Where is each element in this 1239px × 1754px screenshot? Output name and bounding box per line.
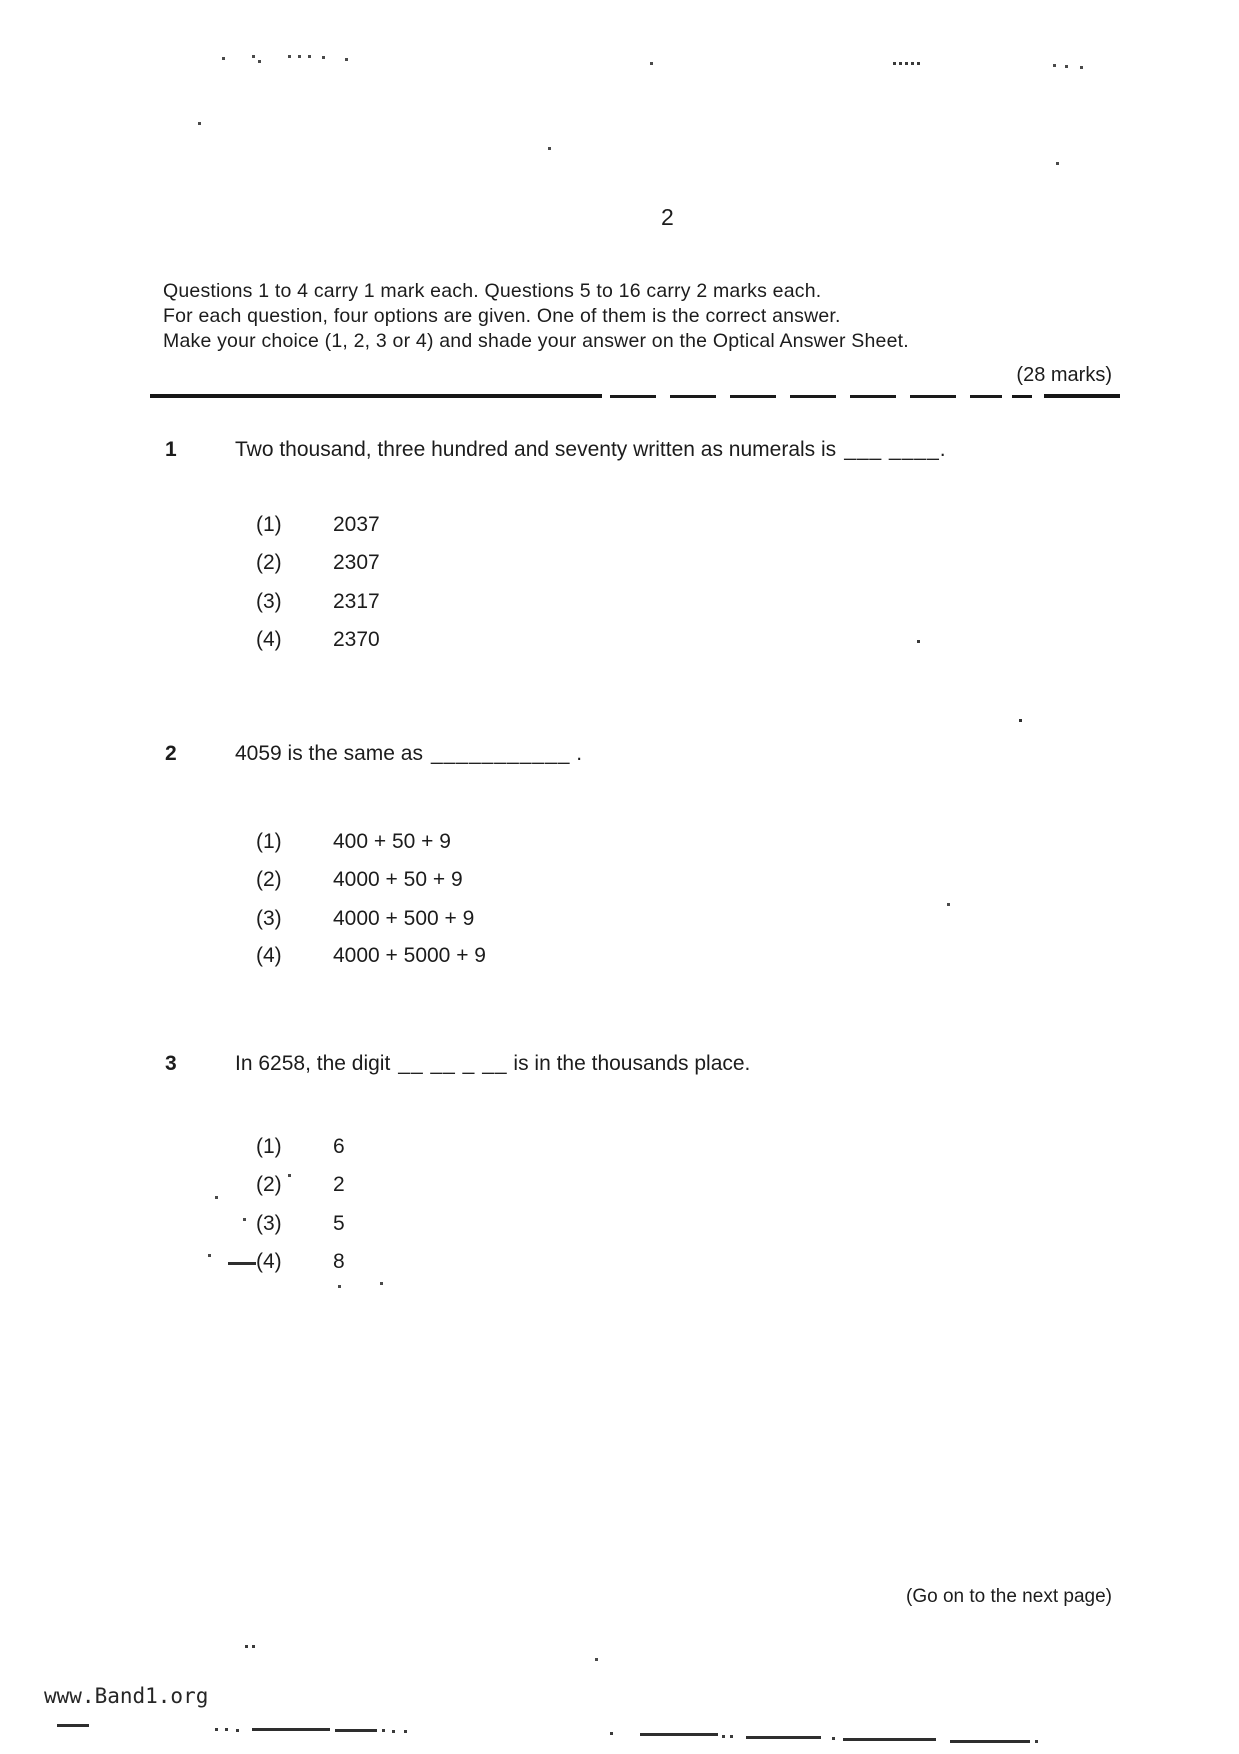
question-1-option-2	[256, 551, 380, 575]
option-value: 4000 + 5000 + 9	[333, 944, 486, 967]
question-2-option-4	[256, 944, 486, 968]
option-marker: (1)	[256, 513, 282, 536]
bottom-scan-line-segment	[335, 1729, 377, 1732]
option-value: 4000 + 500 + 9	[333, 907, 475, 930]
question-3-option-4	[256, 1250, 345, 1274]
answer-blank: __ __ _ __	[398, 1052, 508, 1075]
question-2-option-2	[256, 868, 463, 892]
question-number: 2	[165, 742, 177, 765]
option-marker: (1)	[256, 1135, 282, 1158]
marks-total: (28 marks)	[1016, 364, 1112, 386]
option-marker: (3)	[256, 590, 282, 613]
question-2-option-3	[256, 907, 475, 931]
option-value: 2307	[333, 551, 380, 574]
section-divider-right	[1044, 394, 1120, 398]
scan-noise-specks	[0, 0, 3, 3]
option-marker: (1)	[256, 830, 282, 853]
option-value: 5	[333, 1212, 345, 1235]
option-value: 2037	[333, 513, 380, 536]
option-value: 6	[333, 1135, 345, 1158]
question-text-before: Two thousand, three hundred and seventy written as numerals is	[235, 438, 837, 461]
answer-blank: ___ ____	[844, 438, 940, 461]
question-number: 1	[165, 438, 177, 461]
section-divider-dash	[1012, 395, 1032, 398]
exam-instructions	[163, 279, 963, 354]
option-marker: (4)	[256, 1250, 282, 1273]
question-text-after: .	[939, 438, 946, 461]
question-text	[235, 438, 946, 462]
question-text-after: is in the thousands place.	[507, 1052, 751, 1075]
question-3-option-3	[256, 1212, 345, 1236]
next-page-note: (Go on to the next page)	[906, 1586, 1112, 1607]
scan-underline-watermark	[57, 1724, 89, 1727]
option-marker: (3)	[256, 907, 282, 930]
option-value: 400 + 50 + 9	[333, 830, 451, 853]
instruction-line-2: For each question, four options are given. One of them is the correct answer.	[163, 305, 841, 327]
question-text-before: In 6258, the digit	[235, 1052, 391, 1075]
question-text-after: .	[570, 742, 583, 765]
option-value: 4000 + 50 + 9	[333, 868, 463, 891]
question-text	[235, 1052, 750, 1076]
option-marker: (4)	[256, 628, 282, 651]
option-marker: (4)	[256, 944, 282, 967]
scan-stray-dash	[228, 1262, 256, 1265]
bottom-scan-line-segment	[746, 1736, 821, 1739]
question-1-option-1	[256, 513, 380, 537]
option-value: 2317	[333, 590, 380, 613]
section-divider-middle	[610, 395, 1002, 398]
question-2-option-1	[256, 830, 451, 854]
bottom-scan-line-segment	[252, 1728, 330, 1731]
question-3-option-1	[256, 1135, 345, 1159]
option-value: 2370	[333, 628, 380, 651]
answer-blank: ___________	[430, 742, 571, 765]
question-text-before: 4059 is the same as	[235, 742, 423, 765]
option-value: 2	[333, 1173, 345, 1196]
option-marker: (2)	[256, 551, 282, 574]
question-1	[165, 438, 946, 462]
bottom-scan-line-segment	[950, 1740, 1030, 1743]
question-3-option-2	[256, 1173, 345, 1197]
option-marker: (2)	[256, 1173, 282, 1196]
question-3	[165, 1052, 751, 1076]
bottom-scan-line-segment	[640, 1733, 718, 1736]
page-number: 2	[661, 204, 674, 230]
section-divider-left	[150, 394, 602, 398]
question-number: 3	[165, 1052, 177, 1075]
question-1-option-4	[256, 628, 380, 652]
question-2	[165, 742, 583, 766]
option-value: 8	[333, 1250, 345, 1273]
bottom-scan-line-segment	[843, 1738, 936, 1741]
option-marker: (3)	[256, 1212, 282, 1235]
option-marker: (2)	[256, 868, 282, 891]
watermark-url: www.Band1.org	[44, 1684, 209, 1708]
instruction-line-3: Make your choice (1, 2, 3 or 4) and shade your answer on the Optical Answer Sheet.	[163, 330, 909, 352]
question-text	[235, 742, 582, 766]
instruction-line-1: Questions 1 to 4 carry 1 mark each. Questions 5 to 16 carry 2 marks each.	[163, 280, 822, 302]
question-1-option-3	[256, 590, 380, 614]
